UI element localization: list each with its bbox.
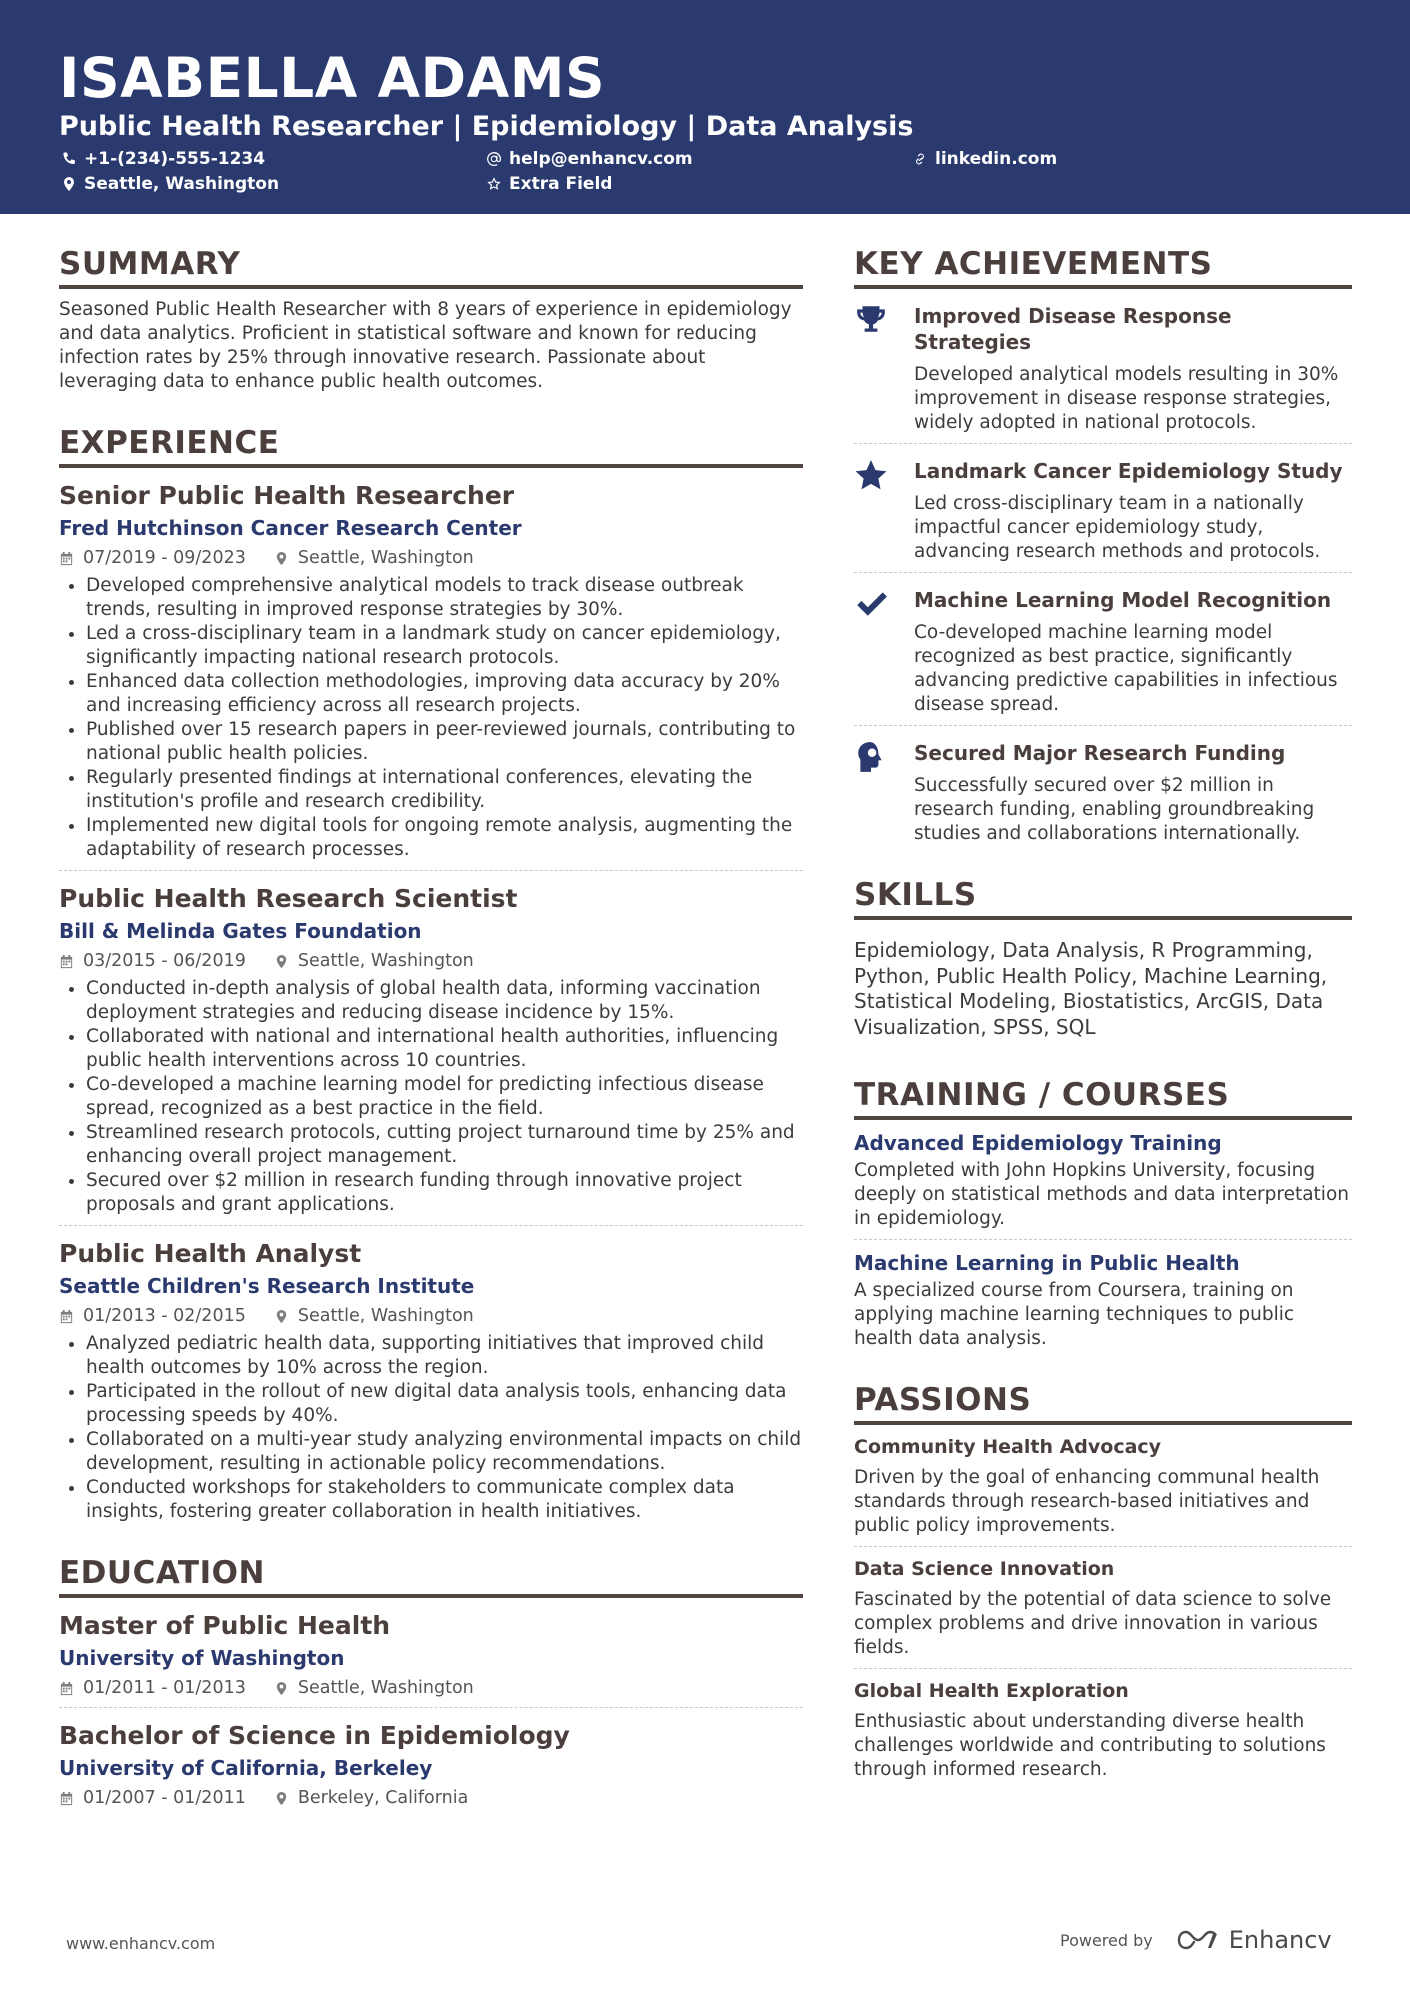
contact-email[interactable] (486, 148, 693, 170)
achievements-section (854, 245, 1352, 854)
map-pin-icon (274, 1681, 289, 1696)
extra-text: Extra Field (509, 174, 613, 194)
link-icon (912, 151, 928, 167)
passion-title: Global Health Exploration (854, 1680, 1129, 1702)
achievement-desc: Led cross-disciplinary team in a nationally impactful cancer epidemiology study, advancing research methods and protocols. (914, 493, 1321, 562)
calendar-icon (59, 1309, 74, 1324)
checkmark-icon (854, 587, 888, 621)
company-name: Bill & Melinda Gates Foundation (59, 919, 422, 943)
summary-title: SUMMARY (59, 245, 803, 289)
map-pin-icon (274, 1309, 289, 1324)
location-text: Seattle, Washington (84, 174, 280, 194)
education-location-text: Berkeley, California (297, 1788, 469, 1808)
job-dates: 01/2013 - 02/2015 (83, 1306, 246, 1326)
skills-title: SKILLS (854, 876, 1352, 920)
achievement-title: Improved Disease Response Strategies (914, 304, 1232, 354)
bullet-item: • Secured over $2 million in research funding through innovative project proposals and grant applications. (86, 1169, 803, 1217)
bullet-item: • Enhanced data collection methodologies, improving data accuracy by 20% and increasing efficiency across all research projects. (86, 670, 803, 718)
education-location-text: Seattle, Washington (297, 1678, 474, 1698)
bullet-item: • Streamlined research protocols, cutting project turnaround time by 25% and enhancing overall project management. (86, 1121, 803, 1169)
summary-section (59, 245, 803, 394)
calendar-icon (59, 551, 74, 566)
left-column (59, 245, 803, 1817)
calendar-icon (59, 1681, 74, 1696)
course-title: Advanced Epidemiology Training (854, 1131, 1222, 1155)
training-section (854, 1076, 1352, 1359)
degree-title: Bachelor of Science in Epidemiology (59, 1721, 570, 1750)
education-location (274, 1677, 474, 1699)
email-text: help@enhancv.com (509, 149, 693, 169)
education-title: EDUCATION (59, 1554, 803, 1598)
job-title: Public Health Research Scientist (59, 884, 518, 913)
achievement-title: Secured Major Research Funding (914, 741, 1286, 765)
achievements-title: KEY ACHIEVEMENTS (854, 245, 1352, 289)
achievement-icon (854, 303, 914, 435)
contact-phone[interactable] (61, 148, 265, 170)
phone-text: +1-(234)-555-1234 (84, 149, 266, 169)
enhancv-logo-icon (1177, 1928, 1221, 1952)
course-item (854, 1240, 1352, 1359)
summary-text: Seasoned Public Health Researcher with 8 years of experience in epidemiology and data analytics. Proficient in statistical software and known for reducing infection rates by 25% through innovative research. Passionate about leveraging data to enhance public health outcomes. (59, 299, 792, 392)
course-item (854, 1120, 1352, 1240)
bullet-item: • Co-developed a machine learning model for predicting infectious disease spread, recognized as a best practice in the field. (86, 1073, 803, 1121)
school-name: University of California, Berkeley (59, 1756, 433, 1780)
bullet-item: • Implemented new digital tools for ongoing remote analysis, augmenting the adaptability of research processes. (86, 814, 803, 862)
training-title: TRAINING / COURSES (854, 1076, 1352, 1120)
bullet-item: • Regularly presented findings at international conferences, elevating the institution's profile and research credibility. (86, 766, 803, 814)
course-title: Machine Learning in Public Health (854, 1251, 1240, 1275)
education-meta (59, 1787, 803, 1809)
degree-title: Master of Public Health (59, 1611, 391, 1640)
passion-item (854, 1669, 1352, 1790)
phone-icon (61, 151, 77, 167)
education-location (274, 1787, 468, 1809)
job-meta (59, 950, 803, 972)
passion-title: Community Health Advocacy (854, 1436, 1162, 1458)
achievement-icon (854, 458, 914, 564)
linkedin-text: linkedin.com (935, 149, 1058, 169)
job-title: Public Health Analyst (59, 1239, 362, 1268)
skills-section (854, 876, 1352, 1040)
passion-item (854, 1425, 1352, 1547)
job-dates: 03/2015 - 06/2019 (83, 951, 246, 971)
job-meta (59, 547, 803, 569)
contact-location (61, 173, 279, 195)
bullet-item: • Collaborated with national and international health authorities, influencing public health interventions across 10 countries. (86, 1025, 803, 1073)
job-entry (59, 1238, 803, 1532)
at-icon (486, 151, 502, 167)
education-entry (59, 1720, 803, 1817)
right-column (854, 245, 1352, 1790)
bullet-item: • Developed comprehensive analytical models to track disease outbreak trends, resulting in improved response strategies by 30%. (86, 574, 803, 622)
passions-title: PASSIONS (854, 1381, 1352, 1425)
map-pin-icon (274, 551, 289, 566)
trophy-icon (854, 303, 888, 337)
contact-extra (486, 173, 612, 195)
experience-section (59, 424, 803, 1532)
education-meta (59, 1677, 803, 1699)
footer-branding[interactable] (1060, 1926, 1332, 1954)
course-desc: A specialized course from Coursera, training on applying machine learning techniques to public health data analysis. (854, 1280, 1295, 1349)
contact-linkedin[interactable] (912, 148, 1057, 170)
achievement-title: Landmark Cancer Epidemiology Study (914, 459, 1343, 483)
course-desc: Completed with John Hopkins University, focusing deeply on statistical methods and data interpretation in epidemiology. (854, 1160, 1349, 1229)
map-pin-icon (61, 176, 77, 192)
passion-desc: Enthusiastic about understanding diverse health challenges worldwide and contributing to solutions through informed research. (854, 1711, 1326, 1780)
bullet-item: • Conducted in-depth analysis of global health data, informing vaccination deployment strategies and reducing disease incidence by 15%. (86, 977, 803, 1025)
education-section (59, 1554, 803, 1817)
achievement-title: Machine Learning Model Recognition (914, 588, 1332, 612)
achievement-item (854, 726, 1352, 854)
bullet-item: • Published over 15 research papers in peer-reviewed journals, contributing to national public health policies. (86, 718, 803, 766)
footer-website[interactable]: www.enhancv.com (66, 1934, 216, 1953)
job-location (274, 1305, 474, 1327)
calendar-icon (59, 954, 74, 969)
achievement-icon (854, 587, 914, 717)
job-title: Senior Public Health Researcher (59, 481, 515, 510)
job-bullets (59, 1332, 803, 1524)
company-name: Seattle Children's Research Institute (59, 1274, 475, 1298)
resume-header (0, 0, 1410, 214)
job-bullets (59, 574, 803, 862)
experience-title: EXPERIENCE (59, 424, 803, 468)
achievement-item (854, 444, 1352, 573)
job-entry (59, 480, 803, 871)
passion-desc: Driven by the goal of enhancing communal health standards through research-based initiatives and public policy improvements. (854, 1467, 1320, 1536)
job-meta (59, 1305, 803, 1327)
job-entry (59, 883, 803, 1226)
skills-list: Epidemiology, Data Analysis, R Programming, Python, Public Health Policy, Machine Learning, Statistical Modeling, Biostatistics, ArcGIS, Data Visualization, SPSS, SQL (854, 938, 1328, 1039)
achievement-item (854, 573, 1352, 726)
passion-desc: Fascinated by the potential of data science to solve complex problems and drive innovation in various fields. (854, 1589, 1332, 1658)
star-icon (854, 458, 888, 492)
job-location (274, 547, 474, 569)
job-dates: 07/2019 - 09/2023 (83, 548, 246, 568)
star-outline-icon (486, 176, 502, 192)
education-entry (59, 1610, 803, 1708)
company-name: Fred Hutchinson Cancer Research Center (59, 516, 522, 540)
passion-item (854, 1547, 1352, 1669)
achievement-desc: Co-developed machine learning model recognized as best practice, significantly advancing predictive capabilities in infectious disease spread. (914, 622, 1338, 715)
school-name: University of Washington (59, 1646, 345, 1670)
bullet-item: • Participated in the rollout of new digital data analysis tools, enhancing data processing speeds by 40%. (86, 1380, 803, 1428)
map-pin-icon (274, 954, 289, 969)
achievement-item (854, 289, 1352, 444)
map-pin-icon (274, 1791, 289, 1806)
bullet-item: • Led a cross-disciplinary team in a landmark study on cancer epidemiology, significantly impacting national research protocols. (86, 622, 803, 670)
job-bullets (59, 977, 803, 1217)
passion-title: Data Science Innovation (854, 1558, 1115, 1580)
head-icon (854, 740, 888, 774)
calendar-icon (59, 1791, 74, 1806)
job-location-text: Seattle, Washington (297, 548, 474, 568)
bullet-item: • Conducted workshops for stakeholders to communicate complex data insights, fostering greater collaboration in health initiatives. (86, 1476, 803, 1524)
passions-section (854, 1381, 1352, 1790)
brand-name: Enhancv (1228, 1926, 1332, 1954)
job-location-text: Seattle, Washington (297, 951, 474, 971)
bullet-item: • Collaborated on a multi-year study analyzing environmental impacts on child development, resulting in actionable policy recommendations. (86, 1428, 803, 1476)
job-location (274, 950, 474, 972)
achievement-desc: Successfully secured over $2 million in research funding, enabling groundbreaking studies and collaborations internationally. (914, 775, 1315, 844)
education-dates: 01/2011 - 01/2013 (83, 1678, 246, 1698)
job-location-text: Seattle, Washington (297, 1306, 474, 1326)
education-dates: 01/2007 - 01/2011 (83, 1788, 246, 1808)
headline: Public Health Researcher | Epidemiology | Data Analysis (59, 111, 914, 142)
bullet-item: • Analyzed pediatric health data, supporting initiatives that improved child health outcomes by 10% across the region. (86, 1332, 803, 1380)
powered-by-text: Powered by (1060, 1930, 1153, 1950)
achievement-desc: Developed analytical models resulting in 30% improvement in disease response strategies, widely adopted in national protocols. (914, 364, 1339, 433)
achievement-icon (854, 740, 914, 846)
candidate-name: ISABELLA ADAMS (59, 46, 606, 110)
